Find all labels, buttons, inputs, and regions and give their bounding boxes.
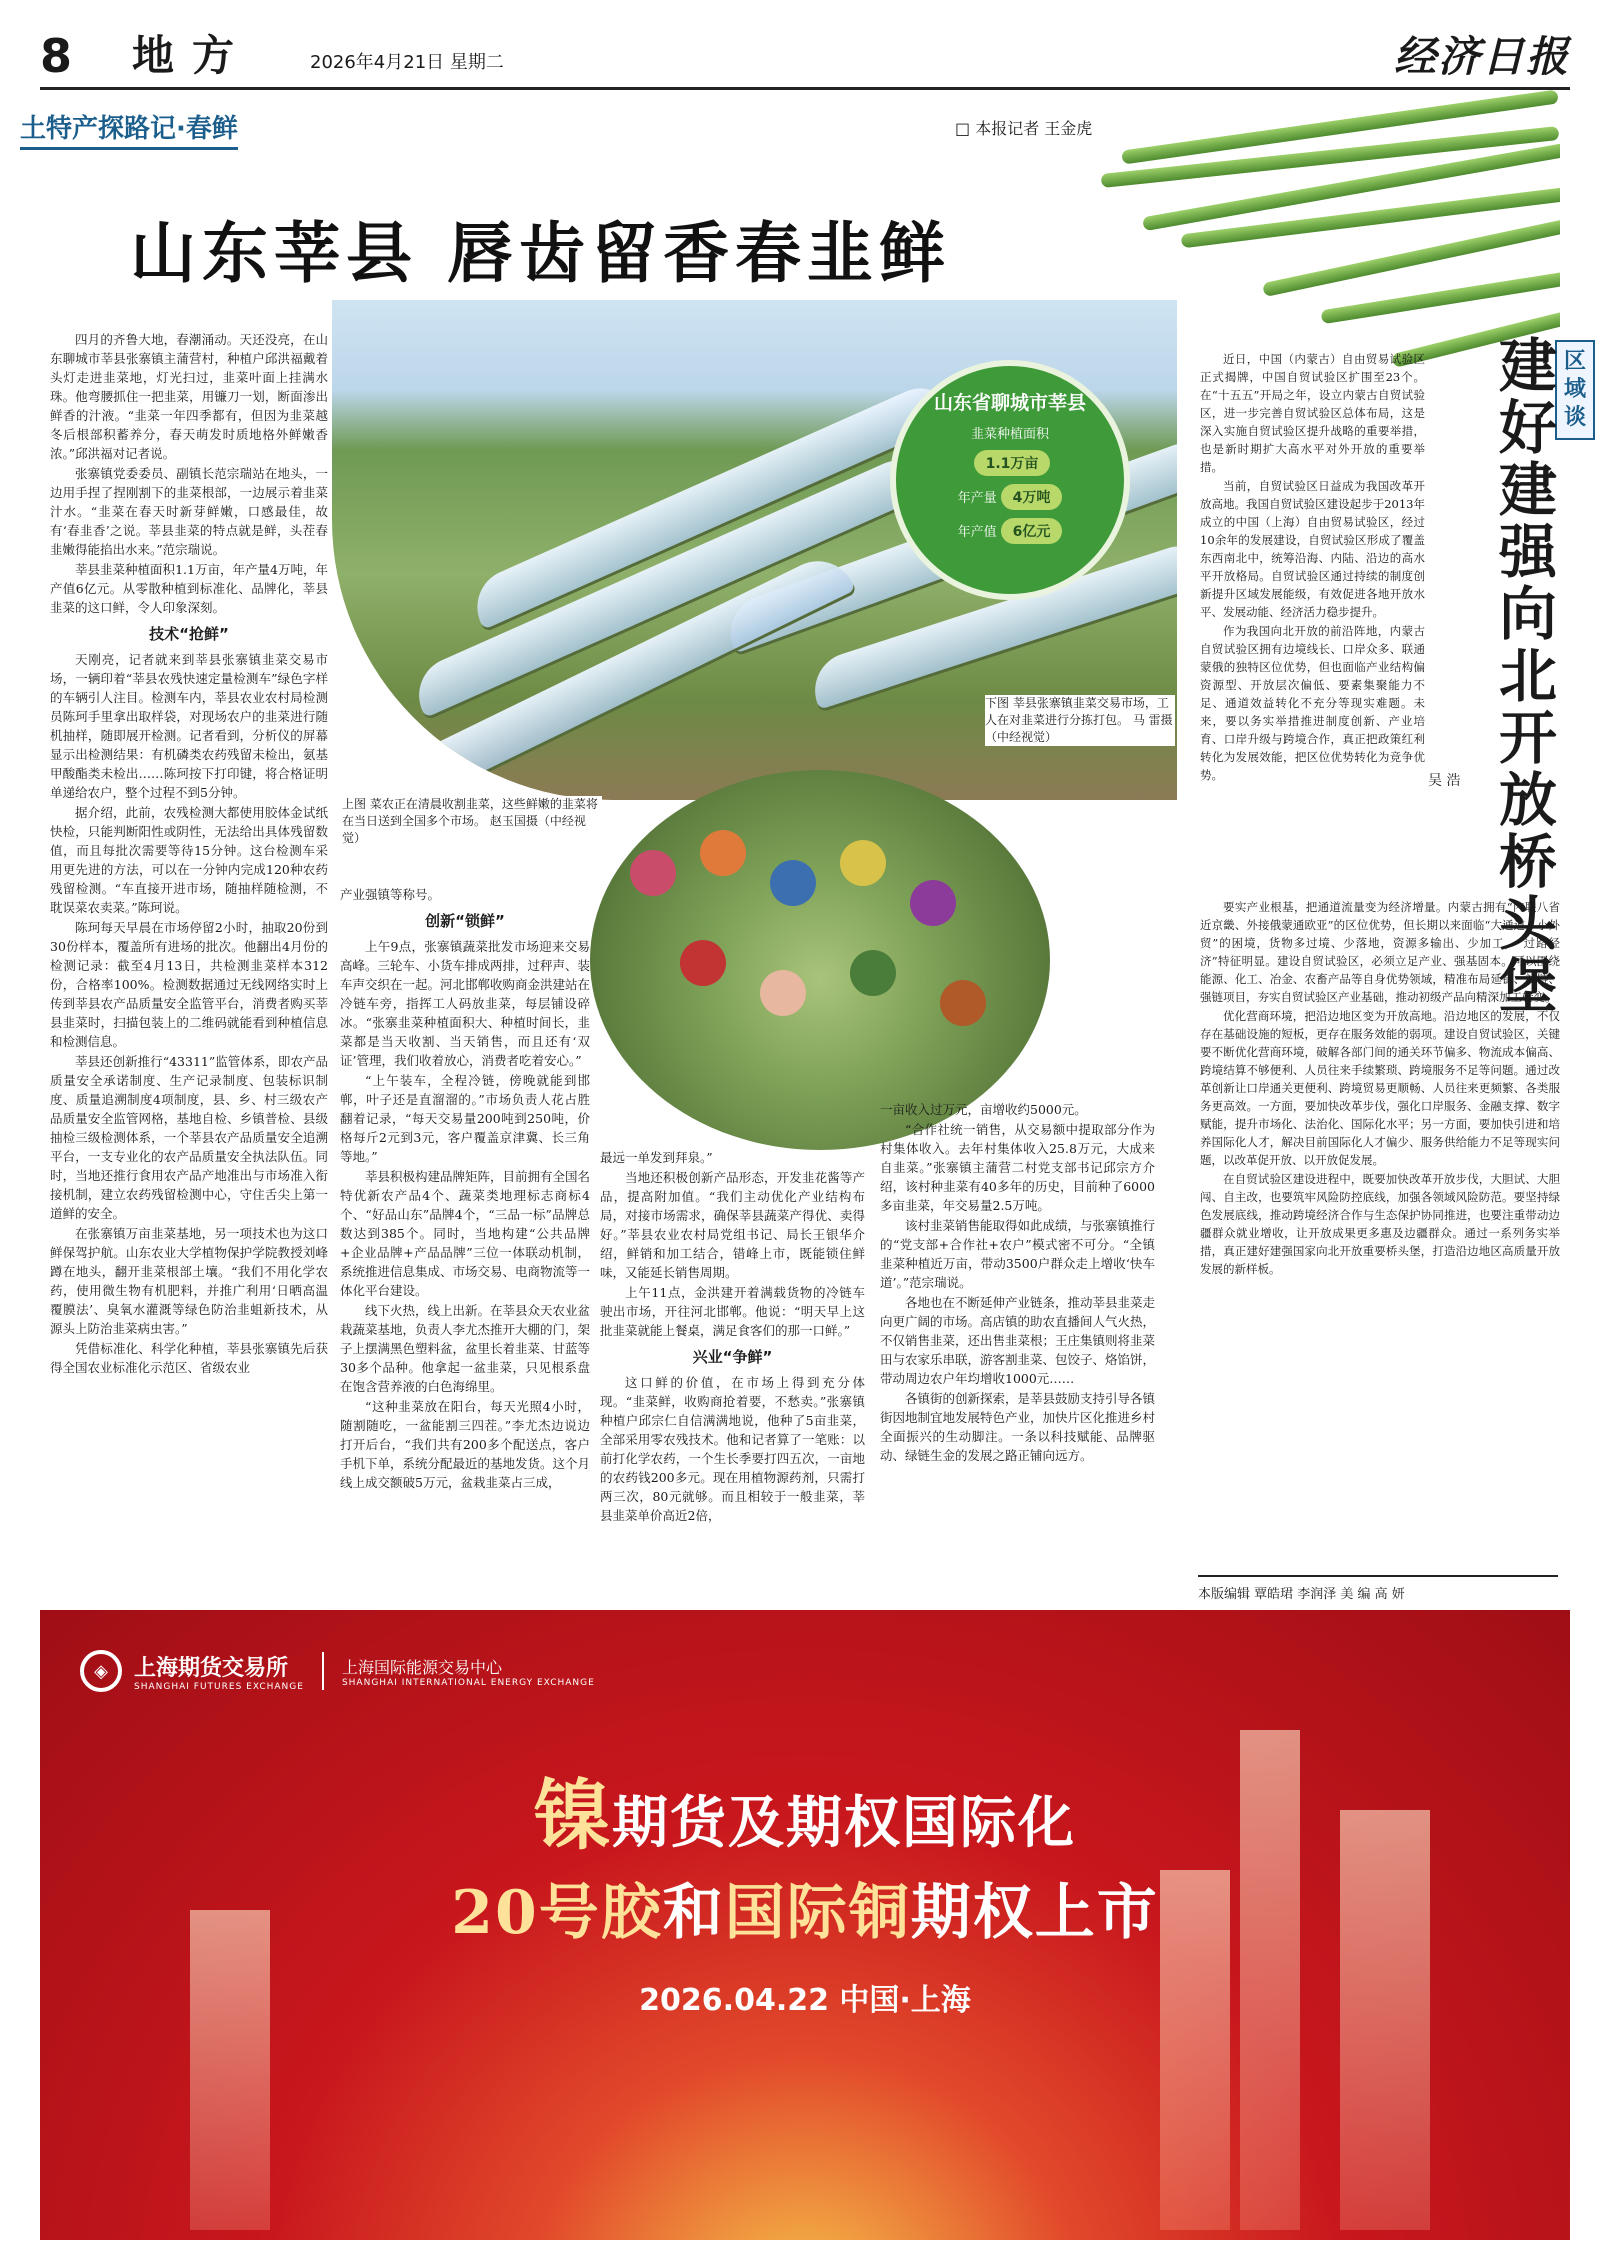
paragraph: 上午11点，金洪建开着满载货物的冷链车驶出市场，开往河北邯郸。他说：“明天早上这批韭菜就能上餐桌，满足食客们的那一口鲜。” [600, 1285, 865, 1338]
ad-date-location: 2026.04.22 中国·上海 [639, 1983, 971, 2018]
sfe-name-en: SHANGHAI FUTURES EXCHANGE [134, 1681, 304, 1692]
commentary-headline: 建好建强向北开放桥头堡 [1498, 332, 1557, 1020]
paragraph: 莘县还创新推行“43311”监管体系，即农产品质量安全承诺制度、生产记录制度、包装标识制度、质量追溯制度4项制度，县、乡、村三级农产品质量安全监管网格，基地自检、乡镇普检、县级抽检三级检测体系，一个莘县农产品质量安全追溯平台，一支专业化的农产品质量安全执法队伍。同时，当地还推行食用农产品产地准出与市场准入衔接机制，建立农药残留检测中心，守住舌尖上第一道鲜的安全。 [50, 1054, 328, 1221]
commentary-tag: 区域谈 [1555, 340, 1595, 440]
infobox-value: 6亿元 [1001, 518, 1063, 544]
ad-and: 和 [662, 1878, 725, 1948]
ad-line1-text: 期货及期权国际化 [612, 1791, 1076, 1856]
infobox-area-label: 韭菜种植面积 [970, 427, 1049, 442]
infobox-output-label: 年产量 [957, 491, 997, 506]
page-number: 8 [40, 29, 73, 83]
paragraph: 要实产业根基，把通道流量变为经济增量。内蒙古拥有“内联八省近京畿、外接俄蒙通欧亚”的区位优势，但长期以来面临“大通道、小外贸”的困境，货物多过境、少落地，资源多输出、少加工，“过路经济”特征明显。建设自贸试验区，必须立足产业、强基固本。可以围绕能源、化工、冶金、农畜产品等自身优势领域，精准布局延链、补链、强链项目，夯实自贸试验区产业基础，推动初级产品向精深加工转变。 [1200, 900, 1560, 1004]
paragraph: 莘县韭菜种植面积1.1万亩，年产量4万吨，年产值6亿元。从零散种植到标准化、品牌化，莘县韭菜的这口鲜，令人印象深刻。 [50, 562, 328, 615]
paragraph: 最远一单发到拜泉。” [600, 1150, 713, 1165]
infobox-value-label: 年产值 [957, 525, 997, 540]
paragraph: “上午装车，全程冷链，傍晚就能到邯郸，叶子还是直溜溜的。”市场负责人花占胜翻着记录，“每天交易量200吨到250吨，价格每斤2元到3元，客户覆盖京津冀、长三角等地。” [340, 1073, 590, 1164]
subheading-industry: 兴业“争鲜” [692, 1348, 773, 1366]
paragraph: 张寨镇党委委员、副镇长范宗瑞站在地头，一边用手捏了捏刚割下的韭菜根部，一边展示着韭菜汁水。“韭菜在春天时新芽鲜嫩，口感最佳，故有‘春韭香’之说。莘县韭菜的特点就是鲜，头茬春韭嫩得能掐出水来。”范宗瑞说。 [50, 466, 328, 557]
paragraph: 各镇街的创新探索，是莘县鼓励支持引导各镇街因地制宜地发展特色产业，加快片区化推进乡村全面振兴的生动脚注。一条以科技赋能、品牌驱动、绿链生金的发展之路正铺向远方。 [880, 1391, 1155, 1463]
paragraph: 该村韭菜销售能取得如此成绩，与张寨镇推行的“党支部+合作社+农户”模式密不可分。“全镇韭菜种植近万亩，带动3500户群众走上增收‘快车道’。”范宗瑞说。 [880, 1218, 1155, 1290]
column-kicker: 土特产探路记·春鲜 [20, 108, 238, 150]
ad-copper: 国际铜 [724, 1878, 911, 1948]
paragraph: 当前，自贸试验区日益成为我国改革开放高地。我国自贸试验区建设起步于2013年成立的中国（上海）自由贸易试验区，经过10余年的发展建设，自贸试验区形成了覆盖东西南北中，统筹沿海、内陆、沿边的高水平开放格局。自贸试验区通过持续的制度创新提升区域发展能级，有效促进各地开放水平、发展动能、经济活力稳步提升。 [1200, 479, 1425, 619]
paragraph: 这口鲜的价值，在市场上得到充分体现。“韭菜鲜，收购商抢着要，不愁卖。”张寨镇种植户邱宗仁自信满满地说，他种了5亩韭菜，全部采用零农残技术。他和记者算了一笔账：以前打化学农药，一个生长季要打四五次，一亩地的农药钱200多元。现在用植物源药剂，只需打两三次，80元就够。而且相较于一般韭菜，莘县韭菜单价高近2倍， [600, 1375, 865, 1523]
paragraph: 天刚亮，记者就来到莘县张寨镇韭菜交易市场，一辆印着“莘县农残快速定量检测车”绿色字样的车辆引人注目。检测车内，莘县农业农村局检测员陈珂手里拿出取样袋，对现场农户的韭菜进行随机抽样，随即展开检测。记者看到，分析仪的屏幕显示出检测结果：有机磷类农药残留未检出，氨基甲酸酯类未检出……陈珂按下打印键，将合格证明单递给农户，整个过程不到5分钟。 [50, 652, 328, 800]
ine-name-en: SHANGHAI INTERNATIONAL ENERGY EXCHANGE [341, 1677, 595, 1688]
infobox-title: 山东省聊城市莘县 [933, 392, 1086, 414]
byline: □ 本报记者 王金虎 [955, 119, 1093, 138]
caption-top-photo: 上图 菜农正在清晨收割韭菜，这些鲜嫩的韭菜将在当日送到全国多个市场。 赵玉国摄（中经视觉） [342, 796, 602, 847]
paragraph: 当地还积极创新产品形态，开发韭花酱等产品，提高附加值。“我们主动优化产业结构布局，对接市场需求，确保莘县蔬菜产得优、卖得好。”莘县农业农村局党组书记、局长王银华介绍，鲜销和加工结合，错峰上市，既能锁住鲜味，又能延长销售周期。 [600, 1170, 865, 1280]
ad-headline-2 [40, 1865, 1570, 1951]
paragraph: 近日，中国（内蒙古）自由贸易试验区正式揭牌，中国自贸试验区扩围至23个。在“十五五”开局之年，设立内蒙古自贸试验区，进一步完善自贸试验区总体布局，这是深入实施自贸试验区提升战略的重要举措，也是新时期扩大高水平对外开放的重要举措。 [1200, 352, 1425, 474]
caption-bottom-photo: 下图 莘县张寨镇韭菜交易市场，工人在对韭菜进行分拣打包。 马 雷摄（中经视觉） [985, 695, 1175, 746]
masthead-logo: 经济日报 [1393, 32, 1570, 81]
paragraph: “这种韭菜放在阳台，每天光照4小时，随割随吃，一盆能割三四茬。”李尤杰边说边打开后台，“我们共有200多个配送点，客户手机下单，系统分配最近的基地发货。这个月线上成交额破5万元，盆栽韭菜占三成， [340, 1399, 590, 1490]
paragraph: 在张寨镇万亩韭菜基地，另一项技术也为这口鲜保驾护航。山东农业大学植物保护学院教授刘峰蹲在地头，翻开韭菜根部土壤。“我们不用化学农药，使用微生物有机肥料，并推广利用‘日晒高温覆膜法’、臭氧水灌溉等绿色防治韭蛆新技术，从源头上防治韭菜病虫害。” [50, 1226, 328, 1336]
advertisement-banner[interactable] [40, 1610, 1570, 2240]
ad-launch: 期权上市 [910, 1878, 1159, 1948]
market-workers-photo [590, 770, 1050, 1150]
page-header [40, 28, 1570, 90]
paragraph: 莘县积极构建品牌矩阵，目前拥有全国名特优新农产品4个、蔬菜类地理标志商标4个、“好品山东”品牌4个，“三品一标”品牌总数达到385个。同时，当地构建“公共品牌+企业品牌+产品品牌”三位一体联动机制，系统推进信息集成、市场交易、电商物流等一体化平台建设。 [340, 1169, 590, 1298]
paragraph: 凭借标准化、科学化种植，莘县张寨镇先后获得全国农业标准化示范区、省级农业 [50, 1341, 328, 1375]
paragraph: 在自贸试验区建设进程中，既要加快改革开放步伐，大胆试、大胆闯、自主改，也要筑牢风险防控底线，加强各领域风险防范。要坚持绿色发展底线，推动跨境经济合作与生态保护协同推进，也要注重带动边疆群众就业增收，让开放成果更多惠及边疆群众。通过一系列务实举措，真正建好建强国家向北开放重要桥头堡，打造沿边地区高质量开放发展的新样板。 [1200, 1172, 1560, 1276]
ad-headline-1 [40, 1755, 1570, 1864]
paragraph: 四月的齐鲁大地，春潮涌动。天还没亮，在山东聊城市莘县张寨镇主蒲营村，种植户邱洪福戴着头灯走进韭菜地，灯光扫过，韭菜叶面上挂满水珠。他弯腰抓住一把韭菜，用镰刀一划，断面渗出鲜香的汁液。“韭菜一年四季都有，但因为韭菜越冬后根部积蓄养分，春天萌发时质地格外鲜嫩香浓。”邱洪福对记者说。 [50, 332, 328, 461]
stats-infobox [890, 360, 1130, 600]
ad-rubber: 20号胶 [451, 1878, 663, 1948]
ad-nickel-char: 镍 [534, 1771, 612, 1860]
paragraph: 一亩收入过万元，亩增收约5000元。 [880, 1102, 1087, 1117]
paragraph: 上午9点，张寨镇蔬菜批发市场迎来交易高峰。三轮车、小货车排成两排，过秤声、装车声交织在一起。河北邯郸收购商金洪建站在冷链车旁，指挥工人码放韭菜，每层铺设碎冰。“张寨韭菜种植面积大、种植时间长，韭菜都是当天收割、当天销售，而且还有‘双证’管理，我们收着放心，消费者吃着安心。” [340, 939, 590, 1068]
sfe-logo [80, 1650, 595, 1692]
paragraph: 陈珂每天早晨在市场停留2小时，抽取20份到30份样本，覆盖所有进场的批次。他翻出4月份的检测记录：截至4月13日，共检测韭菜样本312份，合格率100%。检测数据通过无线网络实时上传到莘县农产品质量安全监管平台，消费者购买莘县韭菜时，扫描包装上的二维码就能看到种植信息和检测信息。 [50, 920, 328, 1049]
article-column-4 [880, 1100, 1155, 1590]
paragraph: 优化营商环境，把沿边地区变为开放高地。沿边地区的发展，不仅存在基础设施的短板，更存在服务效能的弱项。建设自贸试验区，关键要不断优化营商环境，破解各部门间的通关环节偏多、物流成本偏高、跨境结算不够便利、人员往来手续繁琐、跨境服务不足等问题。通过改革创新让口岸通关更便利、跨境贸易更顺畅、人员往来更频繁、各类服务更高效。一方面，要加快改革步伐，强化口岸服务、金融支撑、数字赋能，提升市场化、法治化、国际化水平；另一方面，要加快引进和培养国际化人才，解决目前国际化人才偏少、服务供给能力不足等现实问题，以改革促开放、以开放促发展。 [1200, 1009, 1560, 1167]
editor-credits: 本版编辑 覃皓珺 李润泽 美 编 高 妍 [1198, 1575, 1558, 1602]
section-title: 地方 [132, 31, 253, 80]
commentary-column-1 [1200, 350, 1425, 895]
infobox-area: 1.1万亩 [974, 450, 1051, 476]
ine-name: 上海国际能源交易中心 [341, 1657, 502, 1677]
paragraph: 线下火热，线上出新。在莘县众天农业盆栽蔬菜基地，负责人李尤杰推开大棚的门，架子上摆满黑色塑料盆，盆里长着韭菜、甘蓝等30多个品种。他拿起一盆韭菜，只见根系盘在饱含营养液的白色海绵里。 [340, 1303, 590, 1394]
paragraph: “合作社统一销售，从交易额中提取部分作为村集体收入。去年村集体收入25.8万元，大成来自韭菜。”张寨镇主蒲营二村党支部书记邱宗方介绍，该村种韭菜有40多年的历史，目前种了6000多亩韭菜，年交易量2.5万吨。 [880, 1122, 1155, 1213]
paragraph: 作为我国向北开放的前沿阵地，内蒙古自贸试验区拥有边境线长、口岸众多、联通蒙俄的独特区位优势，但也面临产业结构偏资源型、开放层次偏低、要素集聚能力不足、通道效益转化不充分等现实难题。未来，要以务实举措推进制度创新、产业培育、口岸升级与跨境合作，真正把政策红利转化为发展效能，把区位优势转化为竞争优势。 [1200, 624, 1425, 782]
subheading-tech: 技术“抢鲜” [149, 625, 229, 643]
issue-date: 2026年4月21日 星期二 [310, 52, 504, 73]
paragraph: 据介绍，此前，农残检测大都使用胶体金试纸快检，只能判断阳性或阴性，无法给出具体残留数值，而且每批次需要等待15分钟。这台检测车采用更先进的方法，可以在一分钟内完成120种农药残留检测。“车直接开进市场，随抽样随检测，不耽误菜农卖菜。”陈珂说。 [50, 805, 328, 915]
commentary-column-2 [1200, 898, 1560, 1568]
article-column-3 [600, 1148, 865, 1590]
article-column-1 [50, 330, 328, 1590]
paragraph: 产业强镇等称号。 [340, 887, 441, 902]
infobox-output: 4万吨 [1001, 484, 1063, 510]
article-column-2 [340, 885, 590, 1590]
commentary-author: 吴 浩 [1428, 773, 1461, 789]
article-headline: 山东莘县 唇齿留香春韭鲜 [130, 215, 951, 292]
paragraph: 各地也在不断延伸产业链条，推动莘县韭菜走向更广阔的市场。高店镇的助农直播间人气火热，不仅销售韭菜，还出售韭菜根；王庄集镇则将韭菜田与农家乐串联，游客割韭菜、包饺子、烙馅饼，带动周边农户年均增收1000元…… [880, 1295, 1155, 1386]
sfe-name: 上海期货交易所 [134, 1655, 289, 1681]
sfe-emblem-icon: ◈ [80, 1650, 122, 1692]
subheading-innovation: 创新“锁鲜” [425, 912, 505, 930]
